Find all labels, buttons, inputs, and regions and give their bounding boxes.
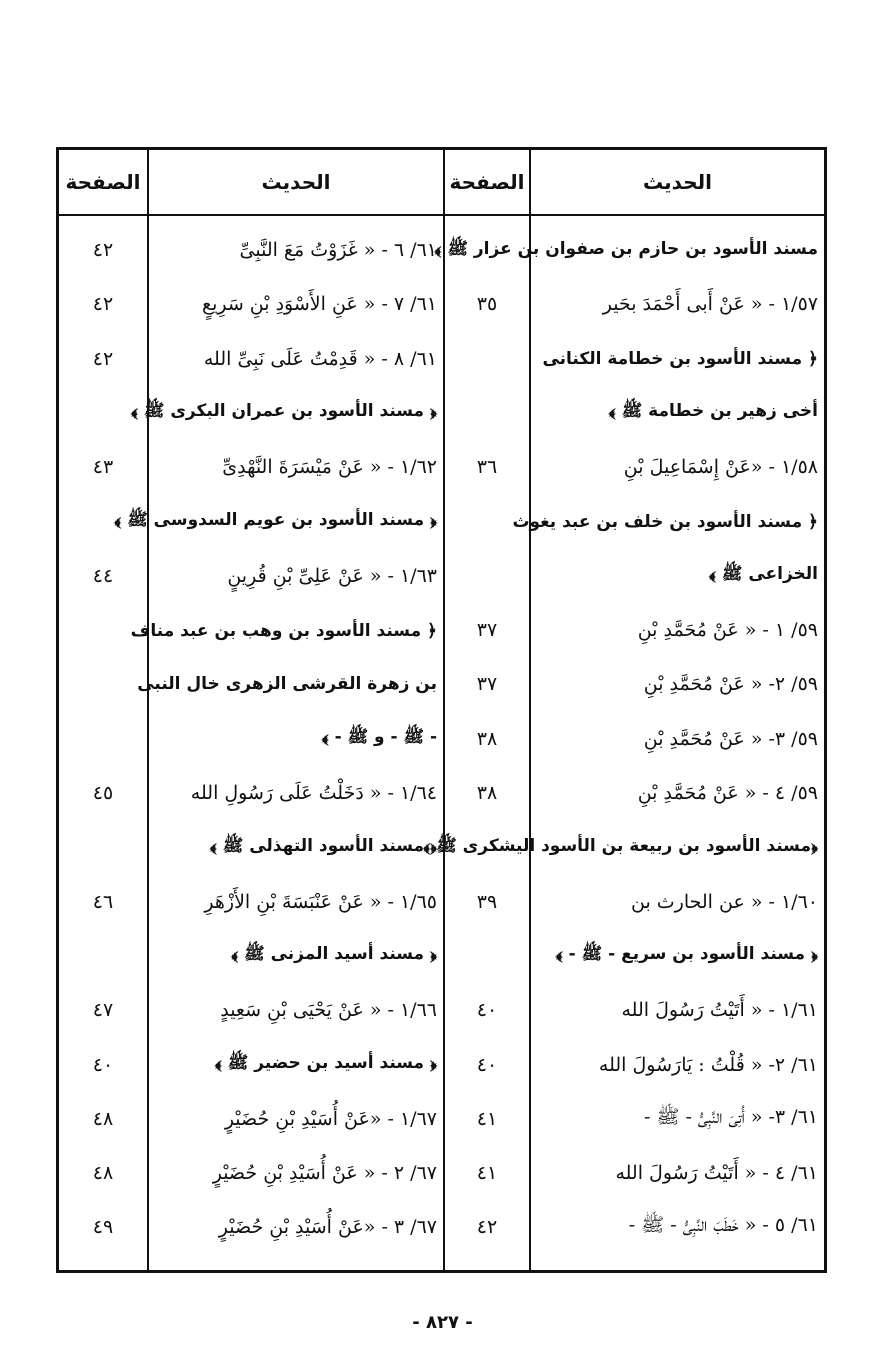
- right-hadith-entry: ﴿ مسند الأسود بن خطامة الكنانى: [542, 349, 818, 370]
- left-page-number: ٤٨: [92, 1107, 114, 1130]
- right-page-number: ٣٧: [476, 673, 498, 696]
- left-hadith-entry: ﴿ مسند الأسود بن عويم السدوسى ﷺ ﴾: [114, 510, 437, 530]
- right-page-number: [445, 820, 529, 874]
- right-page-number: [445, 386, 529, 440]
- left-page-number: ٤٩: [92, 1216, 114, 1239]
- right-page-number: ٤١: [476, 1162, 498, 1185]
- right-page-number: ٣٨: [476, 727, 498, 750]
- left-hadith-entry: ١/٦٣ - « عَنْ عَلِىِّ بْنِ قُرِينٍ: [227, 564, 437, 587]
- left-page-number: ٤٣: [92, 456, 114, 479]
- right-hadith-entry: ٦١/ ٢- « قُلْتُ : يَارَسُولَ الله: [598, 1053, 818, 1076]
- right-hadith-entry: ١/٦٠ - « عن الحارث بن: [630, 890, 818, 913]
- index-table: [56, 147, 827, 1273]
- right-page-number: ٤٠: [476, 999, 498, 1022]
- left-hadith-entry: ﴿ مسند الأسود التهذلى ﷺ ﴾: [209, 835, 437, 856]
- left-hadith-entry: ١/٦٤ - « دَخَلْتُ عَلَى رَسُولِ الله: [190, 782, 437, 804]
- right-page-number: [445, 929, 529, 983]
- right-hadith-entry: ﴿ مسند الأسود بن خلف بن عبد يغوث: [512, 512, 818, 532]
- left-hadith-entry: ﴿ مسند الأسود بن عمران البكرى ﷺ ﴾: [130, 401, 437, 422]
- right-hadith-entry: ٦١/ ٥ - « خَطَبَ النَّبِىُّ - ﷺ -: [628, 1214, 818, 1237]
- right-hadith-entry: ﴿مسند الأسود بن ربيعة بن الأسود اليشكرى ﷺ ﴾: [423, 835, 818, 856]
- left-hadith-entry: ٦١/ ٧ - « عَنِ الأَسْوَدِ بْنِ سَرِيعٍ: [201, 293, 437, 316]
- right-hadith-entry: ٦١/ ٣- « أُتِىَ النَّبِىُّ - ﷺ -: [644, 1105, 818, 1128]
- header-divider: [59, 214, 824, 216]
- left-hadith-entry: بن زهرة القرشى الزهرى خال النبى: [137, 674, 437, 695]
- right-hadith-entry: ١/٥٨ - «عَنْ إِسْمَاعِيلَ بْنِ: [623, 456, 818, 479]
- right-page-number: ٤٠: [476, 1053, 498, 1076]
- right-hadith-entry: ١/٦١ - « أَتَيْتُ رَسُولَ الله: [621, 999, 818, 1022]
- left-hadith-entry: ﴿ مسند أسيد المزنى ﷺ ﴾: [231, 944, 437, 965]
- left-page-number: ٤٨: [92, 1162, 114, 1185]
- left-hadith-entry: ٦٧/ ٢ - « عَنْ أُسَيْدِ بْنِ حُضَيْرٍ: [212, 1162, 437, 1185]
- right-hadith-entry: ٥٩/ ٢- « عَنْ مُحَمَّدِ بْنِ: [643, 673, 818, 696]
- right-hadith-entry: مسند الأسود بن حازم بن صفوان بن عزار ﷺ ﴾: [434, 238, 818, 259]
- left-hadith-entry: ١/٦٢ - « عَنْ مَيْسَرَةَ النَّهْدِىِّ: [222, 456, 437, 479]
- right-page-number: [445, 223, 529, 277]
- header-left-page: الصفحة: [65, 170, 141, 194]
- right-page-number: ٣٦: [476, 456, 498, 479]
- right-hadith-entry: ١/٥٧ - « عَنْ أَبى أَحْمَدَ بحَير: [602, 293, 818, 316]
- left-page-number: ٤٢: [92, 293, 114, 316]
- left-hadith-entry: ٦٧/ ٣ - «عَنْ أُسَيْدِ بْنِ حُضَيْرٍ: [218, 1216, 437, 1239]
- left-hadith-entry: ١/٦٥ - « عَنْ عَنْبَسَةَ بْنِ الأَزْهَرِ: [204, 890, 437, 913]
- left-page-number: [59, 929, 147, 983]
- right-page-number: ٣٩: [476, 890, 498, 913]
- right-page-number: ٤١: [476, 1107, 498, 1130]
- left-hadith-entry: ٦١/ ٦ - « غَزَوْتُ مَعَ النَّبِىِّ: [239, 239, 437, 261]
- left-page-number: ٤٢: [92, 347, 114, 370]
- right-hadith-entry: أخى زهير بن خطامة ﷺ ﴾: [608, 401, 818, 422]
- left-page-number: ٤٠: [92, 1053, 114, 1076]
- left-hadith-entry: ١/٦٦ - « عَنْ يَحْيَى بْنِ سَعِيدٍ: [220, 999, 437, 1022]
- left-hadith-entry: ١/٦٧ - «عَنْ أُسَيْدِ بْنِ حُضَيْرٍ: [224, 1107, 437, 1130]
- left-page-number: [59, 657, 147, 711]
- left-page-number: ٤٥: [92, 782, 114, 804]
- left-hadith-entry: ﴿ مسند أسيد بن حضير ﷺ ﴾: [214, 1053, 437, 1073]
- right-hadith-entry: ٥٩/ ١ - « عَنْ مُحَمَّدِ بْنِ: [637, 619, 818, 642]
- left-page-number: ٤٢: [92, 239, 114, 261]
- left-page-number: [59, 712, 147, 766]
- right-page-number: ٣٥: [476, 293, 498, 316]
- header-left-hadith: الحديث: [261, 170, 331, 194]
- right-hadith-entry: ٦١/ ٤ - « أَتَيْتُ رَسُولَ الله: [615, 1162, 818, 1185]
- right-page-number: [445, 549, 529, 603]
- left-page-number: ٤٦: [92, 890, 114, 913]
- right-hadith-entry: ٥٩/ ٤ - « عَنْ مُحَمَّدِ بْنِ: [637, 782, 818, 804]
- left-hadith-entry: ﴿ مسند الأسود بن وهب بن عبد مناف: [130, 620, 437, 641]
- left-hadith-entry: ٦١/ ٨ - « قَدِمْتُ عَلَى نَبِىِّ الله: [203, 347, 437, 370]
- header-right-hadith: الحديث: [643, 170, 713, 194]
- left-page-number: [59, 495, 147, 549]
- right-hadith-entry: الخزاعى ﷺ ﴾: [708, 564, 818, 585]
- right-page-number: ٤٢: [476, 1216, 498, 1239]
- right-page-number: ٣٨: [476, 782, 498, 804]
- header-right-page: الصفحة: [449, 170, 525, 194]
- right-page-number: [445, 495, 529, 549]
- left-page-number: ٤٤: [92, 564, 114, 587]
- right-hadith-entry: ٥٩/ ٣- « عَنْ مُحَمَّدِ بْنِ: [643, 727, 818, 750]
- right-page-number: ٣٧: [476, 619, 498, 642]
- left-page-number: ٤٧: [92, 999, 114, 1022]
- left-page-number: [59, 820, 147, 874]
- right-page-number: [445, 332, 529, 386]
- left-page-number: [59, 386, 147, 440]
- right-hadith-entry: ﴿ مسند الأسود بن سريع - ﷺ - ﴾: [555, 944, 818, 965]
- left-hadith-entry: - ﷺ - و ﷺ - ﴾: [321, 727, 437, 748]
- left-page-number: [59, 603, 147, 657]
- page-number: - ٨٢٧ -: [412, 1312, 473, 1333]
